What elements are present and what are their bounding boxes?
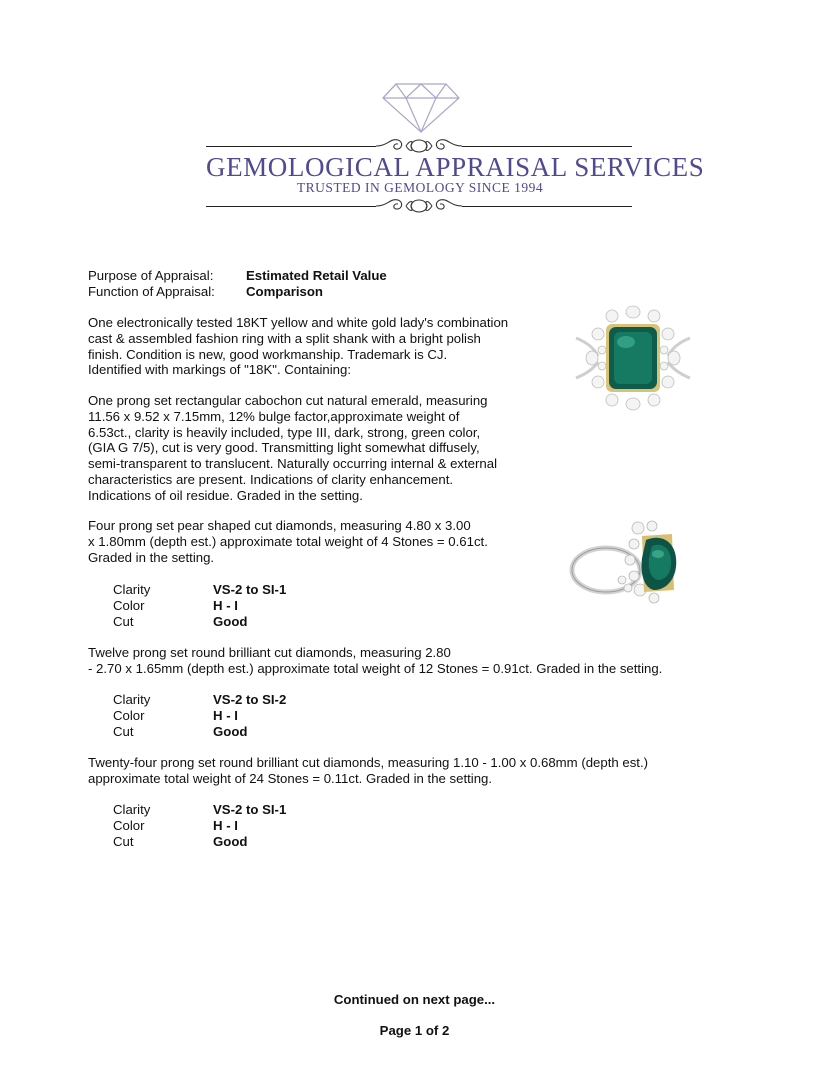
cut-value: Good <box>213 613 248 629</box>
paragraph-line: finish. Condition is new, good workmanship. Trademark is CJ. <box>88 346 448 362</box>
company-tagline: TRUSTED IN GEMOLOGY SINCE 1994 <box>296 180 544 195</box>
page-number: Page 1 of 2 <box>379 1023 450 1038</box>
header-rule-bottom-right <box>462 206 632 207</box>
continued-note: Continued on next page... <box>333 992 496 1007</box>
flourish-ornament-icon <box>376 196 462 216</box>
ring-side-view-image <box>568 518 680 610</box>
paragraph-line: characteristics are present. Indications of clarity enhancement. <box>88 471 454 487</box>
paragraph-line: approximate total weight of 24 Stones = 0.11ct. Graded in the setting. <box>88 770 493 786</box>
round-diamonds-24-description <box>88 755 648 787</box>
function-label: Function of Appraisal: <box>88 284 215 299</box>
purpose-value: Estimated Retail Value <box>246 268 387 283</box>
emerald-description <box>88 393 497 504</box>
paragraph-line: Four prong set pear shaped cut diamonds, measuring 4.80 x 3.00 <box>88 518 471 533</box>
clarity-label: Clarity <box>113 582 151 597</box>
paragraph-line: (GIA G 7/5), cut is very good. Transmitting light somewhat diffusely, <box>88 440 480 456</box>
paragraph-line: Twenty-four prong set round brilliant cut diamonds, measuring 1.10 - 1.00 x 0.68mm (depth est.) <box>88 755 649 770</box>
paragraph-line: One electronically tested 18KT yellow and white gold lady's combination <box>88 315 509 330</box>
paragraph-line: Indications of oil residue. Graded in the setting. <box>88 487 363 503</box>
color-label: Color <box>113 817 145 833</box>
round-diamonds-12-description <box>88 645 662 677</box>
paragraph-line: - 2.70 x 1.65mm (depth est.) approximate total weight of 12 Stones = 0.91ct. Graded in the setting. <box>88 660 663 676</box>
paragraph-line: One prong set rectangular cabochon cut natural emerald, measuring <box>88 393 488 408</box>
clarity-label: Clarity <box>113 802 151 817</box>
color-value: H - I <box>213 707 238 723</box>
diamond-logo-icon <box>382 82 460 134</box>
company-name: GEMOLOGICAL APPRAISAL SERVICES <box>206 152 705 182</box>
ring-description <box>88 315 508 378</box>
color-value: H - I <box>213 597 238 613</box>
paragraph-line: x 1.80mm (depth est.) approximate total weight of 4 Stones = 0.61ct. <box>88 533 488 549</box>
paragraph-line: 11.56 x 9.52 x 7.15mm, 12% bulge factor,approximate weight of <box>88 408 460 424</box>
cut-label: Cut <box>113 613 134 629</box>
paragraph-line: 6.53ct., clarity is heavily included, type III, dark, strong, green color, <box>88 424 481 440</box>
pear-diamonds-description <box>88 518 488 565</box>
cut-label: Cut <box>113 723 134 739</box>
header-rule-top-left <box>206 146 376 147</box>
cut-value: Good <box>213 723 248 739</box>
cut-value: Good <box>213 833 248 849</box>
paragraph-line: Twelve prong set round brilliant cut diamonds, measuring 2.80 <box>88 645 451 660</box>
color-label: Color <box>113 707 145 723</box>
cut-label: Cut <box>113 833 134 849</box>
clarity-value: VS-2 to SI-1 <box>213 582 287 597</box>
clarity-label: Clarity <box>113 692 151 707</box>
color-label: Color <box>113 597 145 613</box>
clarity-value: VS-2 to SI-2 <box>213 692 287 707</box>
ring-top-view-image <box>572 298 694 420</box>
clarity-value: VS-2 to SI-1 <box>213 802 287 817</box>
header-rule-bottom-left <box>206 206 376 207</box>
paragraph-line: semi-transparent to translucent. Naturally occurring internal & external <box>88 456 497 472</box>
color-value: H - I <box>213 817 238 833</box>
paragraph-line: cast & assembled fashion ring with a split shank with a bright polish <box>88 330 481 346</box>
function-value: Comparison <box>246 284 323 299</box>
purpose-label: Purpose of Appraisal: <box>88 268 214 283</box>
paragraph-line: Graded in the setting. <box>88 549 215 565</box>
header-rule-top-right <box>462 146 632 147</box>
paragraph-line: Identified with markings of "18K". Containing: <box>88 362 351 378</box>
